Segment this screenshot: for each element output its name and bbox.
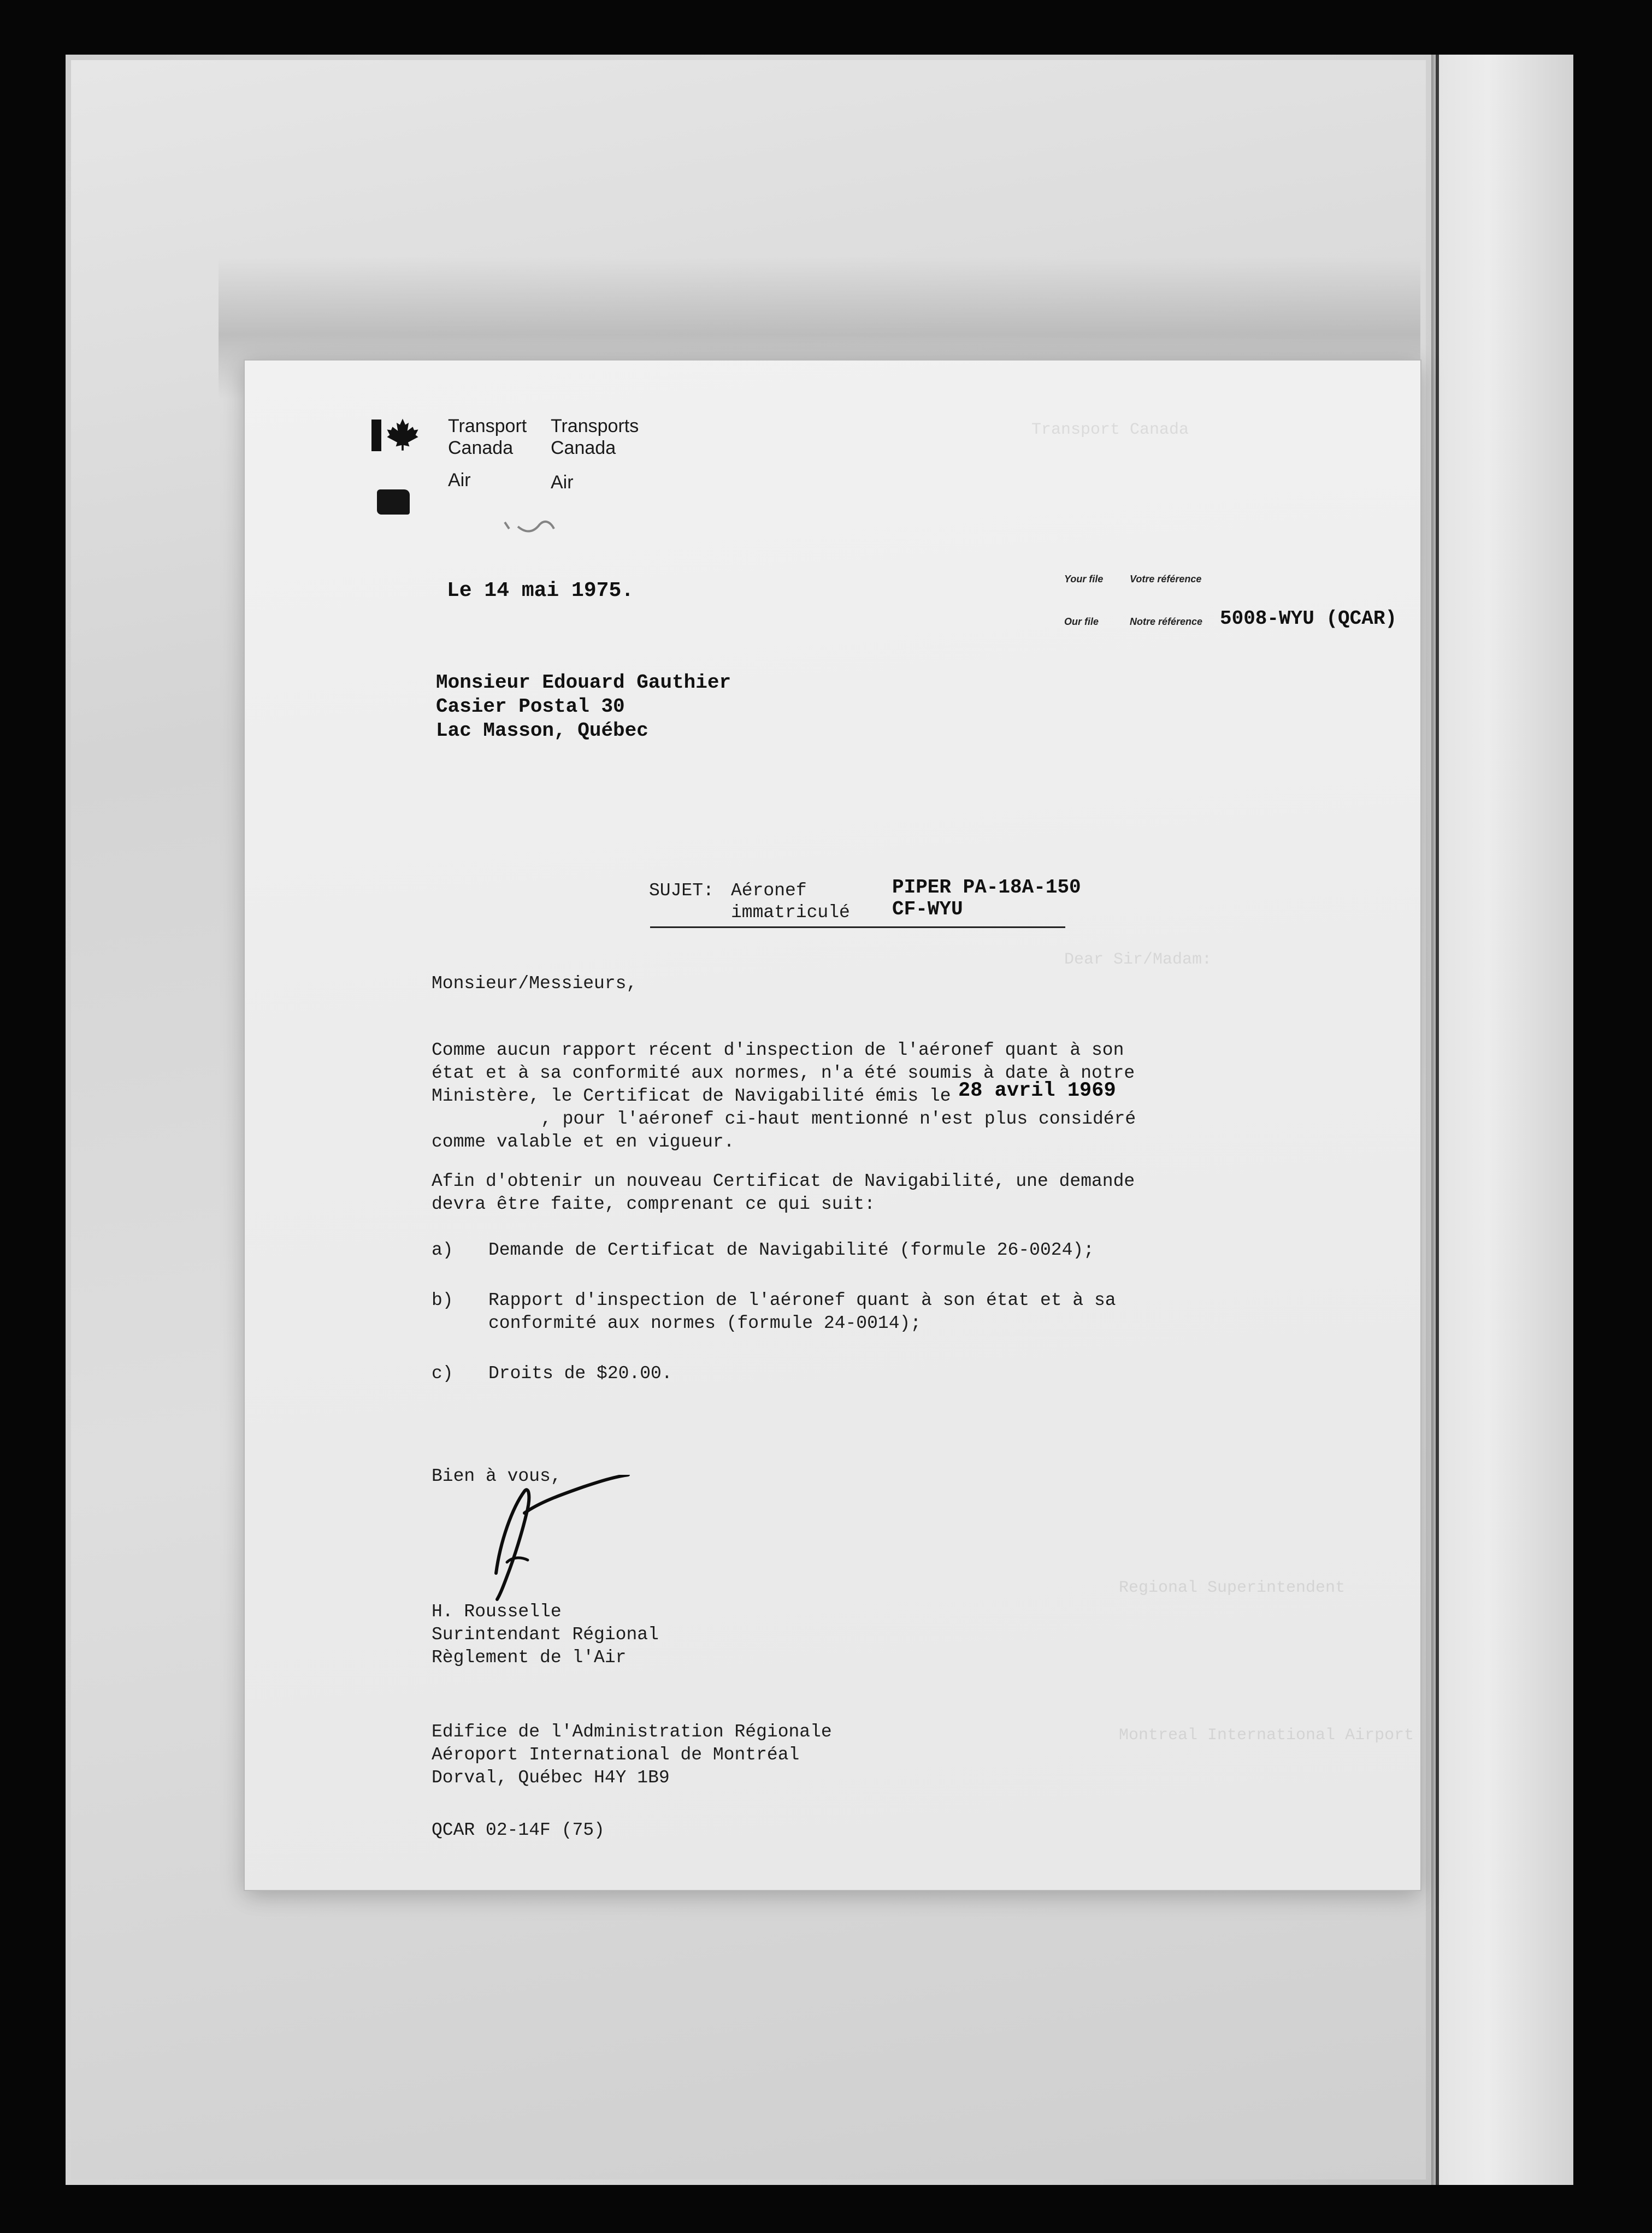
canada-flag-bar (371, 420, 381, 451)
folder-edge-line (1436, 55, 1439, 2185)
paragraph2-line: Afin d'obtenir un nouveau Certificat de Navigabilité, une demande (432, 1171, 1135, 1191)
ink-stamp-mark (377, 489, 410, 515)
folder-edge-strip (1431, 55, 1573, 2185)
sender-address-line1: Edifice de l'Administration Régionale (432, 1722, 832, 1742)
letter-sheet (245, 361, 1420, 1890)
handwritten-tick-mark (502, 517, 567, 544)
paragraph1-line: comme valable et en vigueur. (432, 1132, 735, 1152)
letterhead-english-name: Transport Canada (448, 416, 527, 458)
list-item: Droits de $20.00. (488, 1363, 672, 1384)
show-through-text: Montreal International Airport (1119, 1726, 1414, 1745)
list-item-continuation: conformité aux normes (formule 24-0014); (488, 1313, 922, 1333)
maple-leaf-icon (386, 417, 420, 451)
certificate-issue-date: 28 avril 1969 (958, 1079, 1116, 1102)
handwritten-signature (474, 1475, 638, 1606)
form-code: QCAR 02-14F (75) (432, 1820, 605, 1840)
sender-address-line2: Aéroport International de Montréal (432, 1745, 800, 1765)
salutation: Monsieur/Messieurs, (432, 973, 638, 994)
show-through-text: Regional Superintendent (1119, 1579, 1346, 1597)
our-file-reference: 5008-WYU (QCAR) (1220, 607, 1397, 630)
letterhead-french-name: Transports Canada (551, 416, 639, 458)
subject-underline (650, 926, 1065, 928)
recipient-address-line1: Casier Postal 30 (436, 695, 625, 718)
list-item: Rapport d'inspection de l'aéronef quant à son état et à sa (488, 1290, 1116, 1310)
paragraph2-line: devra être faite, comprenant ce qui suit: (432, 1194, 875, 1214)
sender-address-line3: Dorval, Québec H4Y 1B9 (432, 1768, 670, 1788)
signatory-department: Règlement de l'Air (432, 1647, 627, 1668)
letter-date: Le 14 mai 1975. (447, 579, 634, 602)
subject-field2-label: immatriculé (731, 902, 850, 923)
subject-aircraft-type: PIPER PA-18A-150 (892, 876, 1081, 899)
paragraph1-line: état et à sa conformité aux normes, n'a été soumis à date à notre (432, 1063, 1135, 1083)
list-item-marker: c) (432, 1363, 453, 1384)
list-item-marker: b) (432, 1290, 453, 1310)
letterhead-english-division: Air (448, 470, 471, 491)
our-file-label: Our file (1064, 616, 1099, 627)
paragraph1-line: , pour l'aéronef ci-haut mentionné n'est plus considéré (541, 1109, 1136, 1129)
closing: Bien à vous, (432, 1466, 562, 1486)
subject-registration: CF-WYU (892, 898, 963, 920)
recipient-address-line2: Lac Masson, Québec (436, 719, 648, 742)
paragraph1-line: Ministère, le Certificat de Navigabilité émis le (432, 1086, 951, 1106)
show-through-text: Dear Sir/Madam: (1064, 950, 1212, 969)
list-item-marker: a) (432, 1240, 453, 1260)
recipient-name: Monsieur Edouard Gauthier (436, 671, 731, 694)
show-through-text: Transport Canada (1031, 421, 1189, 439)
our-file-label-fr: Notre référence (1130, 616, 1203, 627)
subject-label: SUJET: (649, 881, 714, 901)
list-item: Demande de Certificat de Navigabilité (formule 26-0024); (488, 1240, 1094, 1260)
letterhead-french-division: Air (551, 472, 574, 493)
paragraph1-line: Comme aucun rapport récent d'inspection de l'aéronef quant à son (432, 1040, 1124, 1060)
subject-field1-label: Aéronef (731, 881, 807, 901)
your-file-label: Your file (1064, 574, 1104, 584)
your-file-label-fr: Votre référence (1130, 574, 1202, 584)
signatory-title: Surintendant Régional (432, 1624, 659, 1645)
signatory-name: H. Rousselle (432, 1602, 562, 1622)
